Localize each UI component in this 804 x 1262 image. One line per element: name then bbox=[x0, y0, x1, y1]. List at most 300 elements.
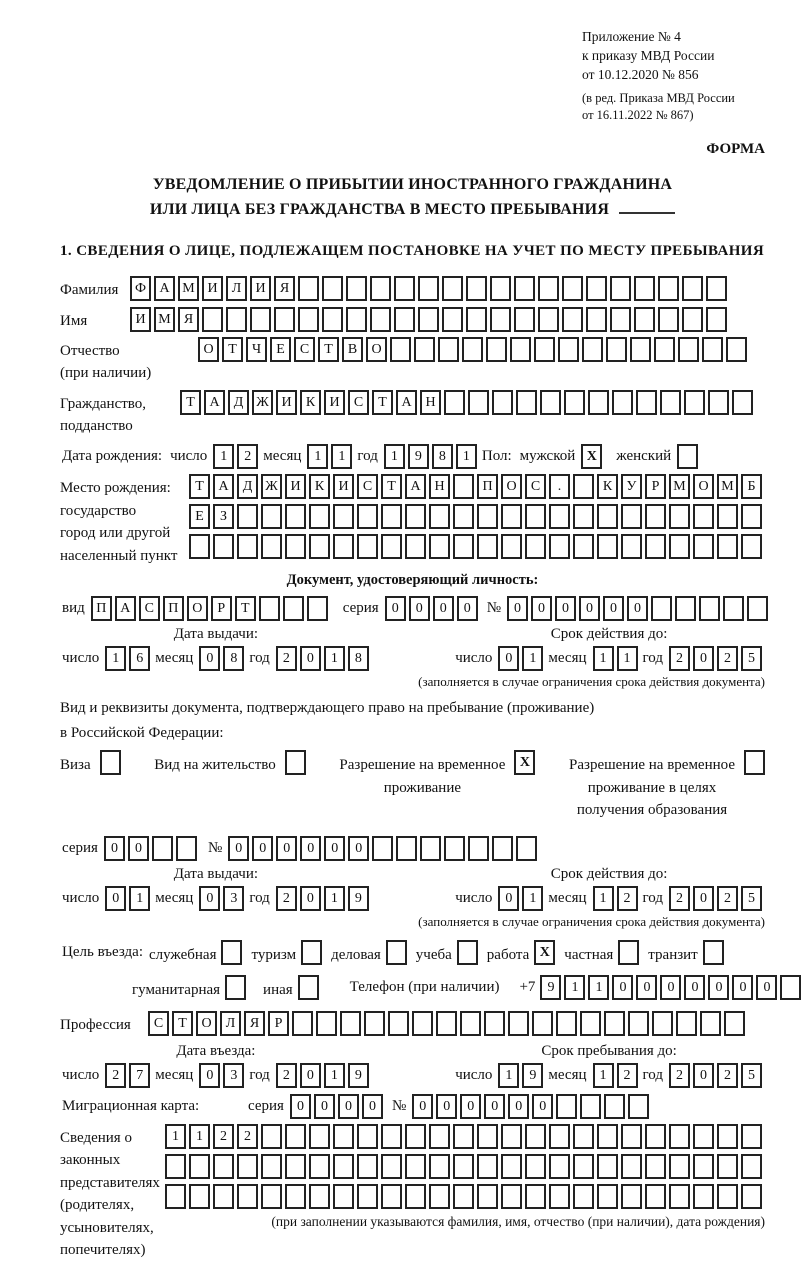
char-cell[interactable] bbox=[706, 276, 727, 301]
char-cell[interactable]: М bbox=[154, 307, 175, 332]
char-cell[interactable] bbox=[333, 1154, 354, 1179]
char-cell[interactable] bbox=[333, 1124, 354, 1149]
char-cell[interactable]: 1 bbox=[189, 1124, 210, 1149]
char-cell[interactable] bbox=[453, 474, 474, 499]
char-cell[interactable]: 2 bbox=[669, 1063, 690, 1088]
char-cell[interactable]: 0 bbox=[531, 596, 552, 621]
char-cell[interactable] bbox=[717, 1184, 738, 1209]
char-cell[interactable]: З bbox=[213, 504, 234, 529]
char-cell[interactable] bbox=[645, 504, 666, 529]
char-cell[interactable] bbox=[669, 1184, 690, 1209]
char-cell[interactable] bbox=[606, 337, 627, 362]
char-cell[interactable]: 1 bbox=[522, 886, 543, 911]
char-cell[interactable] bbox=[438, 337, 459, 362]
char-cell[interactable] bbox=[405, 1124, 426, 1149]
char-cell[interactable] bbox=[682, 307, 703, 332]
char-cell[interactable] bbox=[669, 534, 690, 559]
char-cell[interactable] bbox=[525, 1154, 546, 1179]
char-cell[interactable]: А bbox=[154, 276, 175, 301]
char-cell[interactable]: 0 bbox=[290, 1094, 311, 1119]
char-cell[interactable] bbox=[340, 1011, 361, 1036]
char-cell[interactable] bbox=[652, 1011, 673, 1036]
char-cell[interactable] bbox=[597, 1184, 618, 1209]
char-cell[interactable]: 0 bbox=[627, 596, 648, 621]
char-cell[interactable] bbox=[588, 390, 609, 415]
char-cell[interactable]: 0 bbox=[314, 1094, 335, 1119]
char-cell[interactable] bbox=[501, 534, 522, 559]
char-cell[interactable] bbox=[492, 836, 513, 861]
char-cell[interactable] bbox=[226, 307, 247, 332]
char-cell[interactable] bbox=[645, 1154, 666, 1179]
char-cell[interactable]: Ж bbox=[252, 390, 273, 415]
char-cell[interactable] bbox=[682, 276, 703, 301]
char-cell[interactable]: А bbox=[204, 390, 225, 415]
char-cell[interactable] bbox=[634, 307, 655, 332]
residence-permit-checkbox[interactable] bbox=[285, 750, 306, 775]
char-cell[interactable]: Н bbox=[429, 474, 450, 499]
char-cell[interactable] bbox=[658, 276, 679, 301]
char-cell[interactable] bbox=[562, 307, 583, 332]
char-cell[interactable]: 1 bbox=[307, 444, 328, 469]
purpose-tourism-checkbox[interactable] bbox=[301, 940, 322, 965]
char-cell[interactable]: 0 bbox=[636, 975, 657, 1000]
char-cell[interactable] bbox=[213, 534, 234, 559]
char-cell[interactable] bbox=[514, 276, 535, 301]
char-cell[interactable] bbox=[307, 596, 328, 621]
char-cell[interactable]: 0 bbox=[338, 1094, 359, 1119]
char-cell[interactable] bbox=[610, 307, 631, 332]
char-cell[interactable]: Т bbox=[318, 337, 339, 362]
char-cell[interactable]: 1 bbox=[331, 444, 352, 469]
char-cell[interactable]: П bbox=[163, 596, 184, 621]
char-cell[interactable] bbox=[525, 534, 546, 559]
char-cell[interactable] bbox=[237, 1154, 258, 1179]
char-cell[interactable] bbox=[693, 534, 714, 559]
char-cell[interactable] bbox=[412, 1011, 433, 1036]
char-cell[interactable]: 0 bbox=[612, 975, 633, 1000]
char-cell[interactable] bbox=[202, 307, 223, 332]
char-cell[interactable] bbox=[708, 390, 729, 415]
char-cell[interactable]: 1 bbox=[213, 444, 234, 469]
char-cell[interactable] bbox=[309, 504, 330, 529]
char-cell[interactable]: Л bbox=[220, 1011, 241, 1036]
char-cell[interactable] bbox=[285, 504, 306, 529]
char-cell[interactable] bbox=[724, 1011, 745, 1036]
char-cell[interactable]: О bbox=[366, 337, 387, 362]
char-cell[interactable] bbox=[678, 337, 699, 362]
char-cell[interactable] bbox=[717, 534, 738, 559]
char-cell[interactable]: Р bbox=[645, 474, 666, 499]
char-cell[interactable]: 9 bbox=[522, 1063, 543, 1088]
char-cell[interactable] bbox=[612, 390, 633, 415]
char-cell[interactable] bbox=[444, 836, 465, 861]
char-cell[interactable] bbox=[152, 836, 173, 861]
char-cell[interactable] bbox=[442, 307, 463, 332]
char-cell[interactable] bbox=[274, 307, 295, 332]
char-cell[interactable]: Д bbox=[228, 390, 249, 415]
char-cell[interactable]: 0 bbox=[732, 975, 753, 1000]
char-cell[interactable]: 8 bbox=[348, 646, 369, 671]
char-cell[interactable]: О bbox=[196, 1011, 217, 1036]
char-cell[interactable]: 8 bbox=[432, 444, 453, 469]
char-cell[interactable]: 2 bbox=[669, 646, 690, 671]
char-cell[interactable]: Ж bbox=[261, 474, 282, 499]
char-cell[interactable]: 2 bbox=[717, 1063, 738, 1088]
char-cell[interactable]: 0 bbox=[708, 975, 729, 1000]
char-cell[interactable]: 1 bbox=[522, 646, 543, 671]
char-cell[interactable] bbox=[189, 1154, 210, 1179]
char-cell[interactable] bbox=[453, 1184, 474, 1209]
char-cell[interactable] bbox=[549, 534, 570, 559]
char-cell[interactable] bbox=[532, 1011, 553, 1036]
char-cell[interactable] bbox=[261, 1124, 282, 1149]
char-cell[interactable] bbox=[597, 534, 618, 559]
char-cell[interactable] bbox=[477, 534, 498, 559]
char-cell[interactable]: А bbox=[405, 474, 426, 499]
char-cell[interactable] bbox=[309, 1124, 330, 1149]
char-cell[interactable] bbox=[525, 1124, 546, 1149]
char-cell[interactable] bbox=[381, 1124, 402, 1149]
purpose-business-checkbox[interactable] bbox=[386, 940, 407, 965]
char-cell[interactable] bbox=[261, 504, 282, 529]
char-cell[interactable]: 0 bbox=[603, 596, 624, 621]
char-cell[interactable]: 6 bbox=[129, 646, 150, 671]
char-cell[interactable]: 0 bbox=[300, 1063, 321, 1088]
char-cell[interactable]: О bbox=[198, 337, 219, 362]
char-cell[interactable] bbox=[285, 1124, 306, 1149]
char-cell[interactable]: 9 bbox=[540, 975, 561, 1000]
char-cell[interactable] bbox=[453, 1154, 474, 1179]
char-cell[interactable]: 0 bbox=[484, 1094, 505, 1119]
purpose-work-checkbox[interactable]: X bbox=[534, 940, 555, 965]
char-cell[interactable]: 1 bbox=[165, 1124, 186, 1149]
char-cell[interactable]: 2 bbox=[237, 1124, 258, 1149]
char-cell[interactable] bbox=[621, 504, 642, 529]
char-cell[interactable] bbox=[549, 1184, 570, 1209]
char-cell[interactable] bbox=[453, 1124, 474, 1149]
char-cell[interactable]: 3 bbox=[223, 886, 244, 911]
char-cell[interactable] bbox=[630, 337, 651, 362]
char-cell[interactable]: С bbox=[348, 390, 369, 415]
char-cell[interactable] bbox=[213, 1184, 234, 1209]
char-cell[interactable]: 0 bbox=[460, 1094, 481, 1119]
char-cell[interactable] bbox=[298, 307, 319, 332]
char-cell[interactable] bbox=[250, 307, 271, 332]
char-cell[interactable] bbox=[700, 1011, 721, 1036]
char-cell[interactable] bbox=[604, 1094, 625, 1119]
char-cell[interactable]: 0 bbox=[660, 975, 681, 1000]
char-cell[interactable] bbox=[396, 836, 417, 861]
char-cell[interactable]: К bbox=[597, 474, 618, 499]
char-cell[interactable] bbox=[357, 534, 378, 559]
char-cell[interactable] bbox=[564, 390, 585, 415]
char-cell[interactable] bbox=[442, 276, 463, 301]
char-cell[interactable]: И bbox=[276, 390, 297, 415]
char-cell[interactable] bbox=[292, 1011, 313, 1036]
char-cell[interactable] bbox=[357, 504, 378, 529]
char-cell[interactable] bbox=[405, 1154, 426, 1179]
char-cell[interactable]: И bbox=[202, 276, 223, 301]
char-cell[interactable]: 0 bbox=[276, 836, 297, 861]
char-cell[interactable] bbox=[669, 504, 690, 529]
char-cell[interactable] bbox=[645, 1184, 666, 1209]
char-cell[interactable] bbox=[702, 337, 723, 362]
temp-residence-checkbox[interactable]: X bbox=[514, 750, 535, 775]
char-cell[interactable]: 1 bbox=[324, 886, 345, 911]
char-cell[interactable] bbox=[501, 504, 522, 529]
char-cell[interactable]: 0 bbox=[252, 836, 273, 861]
char-cell[interactable]: С bbox=[294, 337, 315, 362]
char-cell[interactable] bbox=[597, 1124, 618, 1149]
char-cell[interactable] bbox=[573, 1154, 594, 1179]
char-cell[interactable] bbox=[636, 390, 657, 415]
char-cell[interactable]: 0 bbox=[498, 886, 519, 911]
char-cell[interactable] bbox=[525, 504, 546, 529]
char-cell[interactable]: 0 bbox=[300, 836, 321, 861]
char-cell[interactable] bbox=[573, 474, 594, 499]
char-cell[interactable]: Т bbox=[372, 390, 393, 415]
char-cell[interactable] bbox=[357, 1184, 378, 1209]
char-cell[interactable] bbox=[693, 1154, 714, 1179]
char-cell[interactable] bbox=[309, 1184, 330, 1209]
char-cell[interactable]: 0 bbox=[433, 596, 454, 621]
char-cell[interactable] bbox=[558, 337, 579, 362]
char-cell[interactable]: 0 bbox=[457, 596, 478, 621]
char-cell[interactable]: 1 bbox=[593, 1063, 614, 1088]
char-cell[interactable]: 5 bbox=[741, 646, 762, 671]
char-cell[interactable] bbox=[706, 307, 727, 332]
char-cell[interactable] bbox=[621, 1184, 642, 1209]
char-cell[interactable] bbox=[741, 504, 762, 529]
char-cell[interactable] bbox=[562, 276, 583, 301]
char-cell[interactable] bbox=[741, 1124, 762, 1149]
char-cell[interactable]: К bbox=[300, 390, 321, 415]
char-cell[interactable] bbox=[462, 337, 483, 362]
char-cell[interactable] bbox=[429, 504, 450, 529]
char-cell[interactable] bbox=[540, 390, 561, 415]
char-cell[interactable]: 0 bbox=[693, 646, 714, 671]
char-cell[interactable] bbox=[586, 307, 607, 332]
char-cell[interactable]: Ф bbox=[130, 276, 151, 301]
char-cell[interactable]: П bbox=[477, 474, 498, 499]
char-cell[interactable] bbox=[654, 337, 675, 362]
char-cell[interactable] bbox=[237, 534, 258, 559]
char-cell[interactable]: 0 bbox=[199, 646, 220, 671]
char-cell[interactable] bbox=[586, 276, 607, 301]
char-cell[interactable]: О bbox=[187, 596, 208, 621]
char-cell[interactable] bbox=[357, 1124, 378, 1149]
char-cell[interactable]: 0 bbox=[532, 1094, 553, 1119]
char-cell[interactable]: 2 bbox=[276, 886, 297, 911]
char-cell[interactable] bbox=[597, 1154, 618, 1179]
char-cell[interactable] bbox=[165, 1184, 186, 1209]
char-cell[interactable] bbox=[516, 836, 537, 861]
char-cell[interactable] bbox=[237, 1184, 258, 1209]
purpose-official-checkbox[interactable] bbox=[221, 940, 242, 965]
char-cell[interactable]: 2 bbox=[213, 1124, 234, 1149]
char-cell[interactable] bbox=[717, 504, 738, 529]
char-cell[interactable] bbox=[486, 337, 507, 362]
char-cell[interactable] bbox=[684, 390, 705, 415]
char-cell[interactable] bbox=[669, 1124, 690, 1149]
char-cell[interactable] bbox=[477, 1124, 498, 1149]
char-cell[interactable] bbox=[501, 1154, 522, 1179]
char-cell[interactable] bbox=[285, 534, 306, 559]
char-cell[interactable]: 0 bbox=[105, 886, 126, 911]
char-cell[interactable]: 0 bbox=[579, 596, 600, 621]
char-cell[interactable] bbox=[573, 534, 594, 559]
char-cell[interactable]: О bbox=[693, 474, 714, 499]
char-cell[interactable]: М bbox=[178, 276, 199, 301]
char-cell[interactable] bbox=[628, 1011, 649, 1036]
char-cell[interactable] bbox=[580, 1011, 601, 1036]
char-cell[interactable] bbox=[285, 1154, 306, 1179]
char-cell[interactable]: Я bbox=[178, 307, 199, 332]
char-cell[interactable] bbox=[405, 534, 426, 559]
char-cell[interactable]: С bbox=[357, 474, 378, 499]
char-cell[interactable]: Т bbox=[180, 390, 201, 415]
char-cell[interactable]: И bbox=[324, 390, 345, 415]
char-cell[interactable] bbox=[381, 1184, 402, 1209]
char-cell[interactable] bbox=[309, 534, 330, 559]
char-cell[interactable] bbox=[298, 276, 319, 301]
visa-checkbox[interactable] bbox=[100, 750, 121, 775]
char-cell[interactable] bbox=[490, 276, 511, 301]
edu-residence-checkbox[interactable] bbox=[744, 750, 765, 775]
char-cell[interactable] bbox=[549, 504, 570, 529]
char-cell[interactable]: 2 bbox=[237, 444, 258, 469]
char-cell[interactable]: 0 bbox=[555, 596, 576, 621]
char-cell[interactable] bbox=[780, 975, 801, 1000]
char-cell[interactable]: 2 bbox=[617, 886, 638, 911]
char-cell[interactable] bbox=[429, 1124, 450, 1149]
char-cell[interactable] bbox=[405, 504, 426, 529]
char-cell[interactable] bbox=[357, 1154, 378, 1179]
char-cell[interactable] bbox=[444, 390, 465, 415]
char-cell[interactable]: Я bbox=[244, 1011, 265, 1036]
char-cell[interactable]: Я bbox=[274, 276, 295, 301]
char-cell[interactable] bbox=[693, 1184, 714, 1209]
char-cell[interactable]: 1 bbox=[456, 444, 477, 469]
char-cell[interactable] bbox=[621, 534, 642, 559]
char-cell[interactable] bbox=[165, 1154, 186, 1179]
char-cell[interactable] bbox=[549, 1154, 570, 1179]
sex-female-checkbox[interactable] bbox=[677, 444, 698, 469]
purpose-private-checkbox[interactable] bbox=[618, 940, 639, 965]
char-cell[interactable] bbox=[525, 1184, 546, 1209]
char-cell[interactable]: 0 bbox=[128, 836, 149, 861]
char-cell[interactable]: 0 bbox=[756, 975, 777, 1000]
sex-male-checkbox[interactable]: X bbox=[581, 444, 602, 469]
char-cell[interactable]: 0 bbox=[693, 886, 714, 911]
char-cell[interactable]: Б bbox=[741, 474, 762, 499]
char-cell[interactable]: 0 bbox=[199, 1063, 220, 1088]
char-cell[interactable] bbox=[651, 596, 672, 621]
char-cell[interactable] bbox=[621, 1154, 642, 1179]
char-cell[interactable]: И bbox=[333, 474, 354, 499]
char-cell[interactable] bbox=[514, 307, 535, 332]
char-cell[interactable] bbox=[390, 337, 411, 362]
char-cell[interactable] bbox=[261, 1154, 282, 1179]
char-cell[interactable]: 1 bbox=[588, 975, 609, 1000]
char-cell[interactable]: Т bbox=[172, 1011, 193, 1036]
char-cell[interactable] bbox=[501, 1124, 522, 1149]
char-cell[interactable] bbox=[477, 504, 498, 529]
char-cell[interactable]: 1 bbox=[324, 646, 345, 671]
char-cell[interactable]: . bbox=[549, 474, 570, 499]
char-cell[interactable] bbox=[747, 596, 768, 621]
char-cell[interactable] bbox=[573, 1124, 594, 1149]
char-cell[interactable] bbox=[477, 1154, 498, 1179]
char-cell[interactable] bbox=[466, 307, 487, 332]
char-cell[interactable] bbox=[460, 1011, 481, 1036]
char-cell[interactable] bbox=[394, 276, 415, 301]
char-cell[interactable]: 1 bbox=[384, 444, 405, 469]
char-cell[interactable] bbox=[741, 1184, 762, 1209]
char-cell[interactable]: Л bbox=[226, 276, 247, 301]
char-cell[interactable] bbox=[610, 276, 631, 301]
char-cell[interactable] bbox=[466, 276, 487, 301]
char-cell[interactable]: 1 bbox=[324, 1063, 345, 1088]
char-cell[interactable] bbox=[370, 276, 391, 301]
char-cell[interactable]: 1 bbox=[498, 1063, 519, 1088]
char-cell[interactable]: А bbox=[115, 596, 136, 621]
char-cell[interactable] bbox=[693, 1124, 714, 1149]
char-cell[interactable] bbox=[453, 504, 474, 529]
char-cell[interactable]: 5 bbox=[741, 1063, 762, 1088]
char-cell[interactable]: П bbox=[91, 596, 112, 621]
char-cell[interactable] bbox=[372, 836, 393, 861]
char-cell[interactable]: 2 bbox=[617, 1063, 638, 1088]
char-cell[interactable]: И bbox=[285, 474, 306, 499]
char-cell[interactable]: 0 bbox=[199, 886, 220, 911]
char-cell[interactable] bbox=[645, 1124, 666, 1149]
char-cell[interactable]: Е bbox=[189, 504, 210, 529]
char-cell[interactable] bbox=[516, 390, 537, 415]
char-cell[interactable] bbox=[573, 504, 594, 529]
char-cell[interactable] bbox=[322, 307, 343, 332]
char-cell[interactable] bbox=[333, 1184, 354, 1209]
char-cell[interactable]: 1 bbox=[617, 646, 638, 671]
purpose-transit-checkbox[interactable] bbox=[703, 940, 724, 965]
char-cell[interactable] bbox=[658, 307, 679, 332]
char-cell[interactable] bbox=[213, 1154, 234, 1179]
char-cell[interactable]: 2 bbox=[276, 646, 297, 671]
char-cell[interactable]: 3 bbox=[223, 1063, 244, 1088]
char-cell[interactable]: 8 bbox=[223, 646, 244, 671]
char-cell[interactable]: 2 bbox=[276, 1063, 297, 1088]
char-cell[interactable]: 0 bbox=[385, 596, 406, 621]
char-cell[interactable]: 2 bbox=[669, 886, 690, 911]
char-cell[interactable]: 0 bbox=[409, 596, 430, 621]
char-cell[interactable] bbox=[453, 534, 474, 559]
purpose-study-checkbox[interactable] bbox=[457, 940, 478, 965]
char-cell[interactable] bbox=[538, 276, 559, 301]
char-cell[interactable]: 0 bbox=[348, 836, 369, 861]
char-cell[interactable]: О bbox=[501, 474, 522, 499]
char-cell[interactable]: 0 bbox=[436, 1094, 457, 1119]
char-cell[interactable] bbox=[492, 390, 513, 415]
char-cell[interactable] bbox=[510, 337, 531, 362]
char-cell[interactable] bbox=[732, 390, 753, 415]
char-cell[interactable]: Р bbox=[211, 596, 232, 621]
char-cell[interactable]: 1 bbox=[129, 886, 150, 911]
char-cell[interactable] bbox=[429, 534, 450, 559]
char-cell[interactable]: У bbox=[621, 474, 642, 499]
char-cell[interactable] bbox=[645, 534, 666, 559]
char-cell[interactable]: С bbox=[139, 596, 160, 621]
char-cell[interactable]: И bbox=[250, 276, 271, 301]
